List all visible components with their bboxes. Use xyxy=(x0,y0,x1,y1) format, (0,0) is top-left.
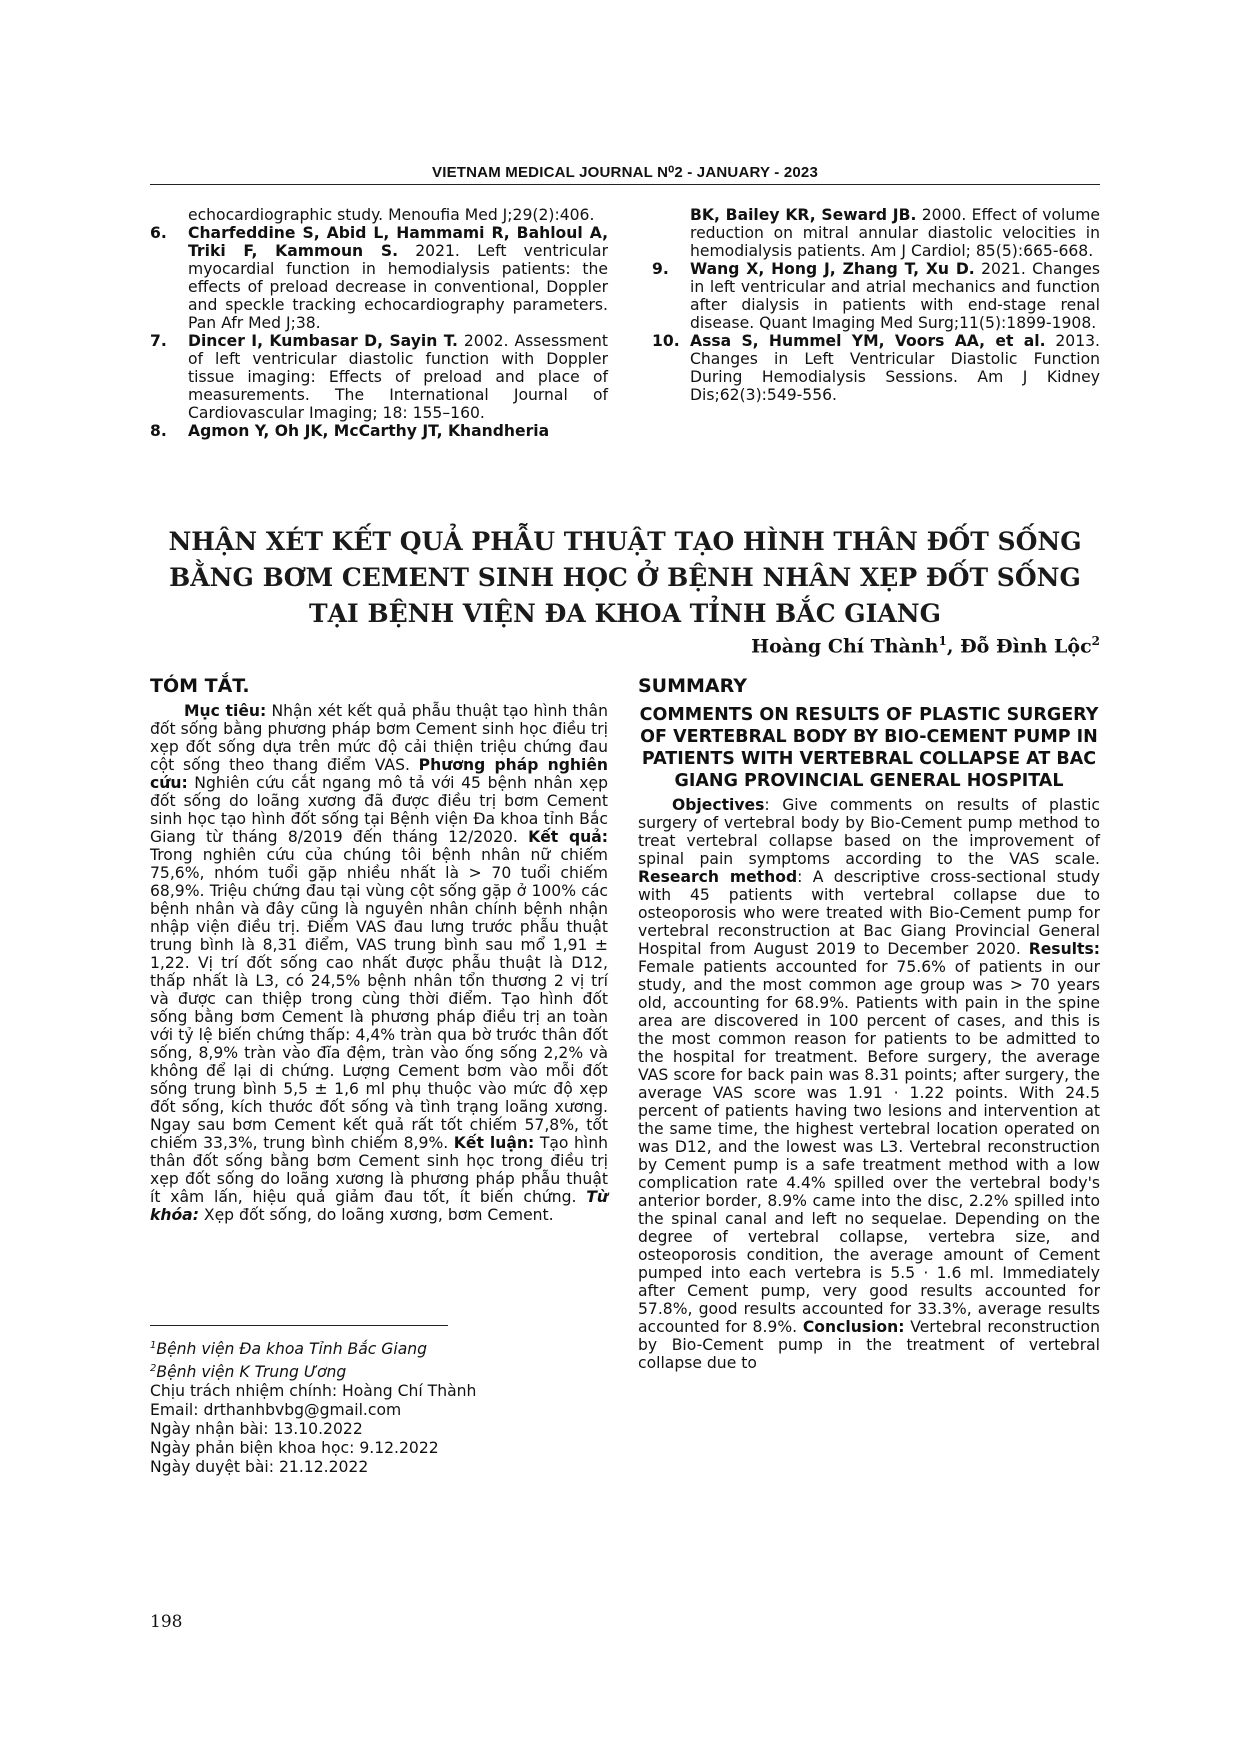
received-date: Ngày nhận bài: 13.10.2022 xyxy=(150,1420,363,1439)
reviewed-date: Ngày phản biện khoa học: 9.12.2022 xyxy=(150,1439,439,1458)
summary-body xyxy=(638,796,1100,1372)
method-label: Phương pháp nghiên cứu: xyxy=(150,756,608,792)
contact-email: Email: drthanhbvbg@gmail.com xyxy=(150,1401,402,1420)
objective-label: Mục tiêu: xyxy=(184,702,267,720)
reference-item xyxy=(150,224,608,332)
reference-item xyxy=(652,206,1100,260)
objective-text: : Give comments on results of plastic surgery of vertebral body by Bio-Cement pump method to treat vertebral collapse based on the improvement of spinal pain symptoms according to the VAS scale. xyxy=(638,796,1100,868)
results-text: Female patients accounted for 75.6% of patients in our study, and the most common age group was > 70 years old, accounting for 68.9%. Patients with pain in the spine area are discovered in 100 percent of cases, and this is the most common reason for patients to be admitted to the hospital for treatment. Before surgery, the average VAS score for back pain was 8.31 points; after surgery, the average VAS score was 1.91 · 1.22 points. With 24.5 percent of patients having two lesions and intervention at the same time, the highest vertebral location operated on was D12, and the lowest was L3. Vertebral reconstruction by Cement pump is a safe treatment method with a low complication rate 4.4% spilled over the vertebral body's anterior border, 8.9% came into the disc, 2.2% spilled into the spinal canal and left no sequelae. Depending on the degree of vertebral collapse, vertebra size, and osteoporosis condition, the average amount of Cement pumped into each vertebra is 5.5 · 1.6 ml. Immediately after Cement pump, very good results accounted for 57.8%, good results accounted for 33.3%, average results accounted for 8.9%. xyxy=(638,958,1100,1336)
reference-number: 6. xyxy=(150,224,167,242)
reference-number: 9. xyxy=(652,260,669,278)
reference-number: 7. xyxy=(150,332,167,350)
summary-heading: SUMMARY xyxy=(638,675,747,697)
author-affiliation-mark: 1 xyxy=(938,634,947,648)
footnotes xyxy=(150,1336,590,1477)
keywords-text: Xẹp đốt sống, do loãng xương, bơm Cement. xyxy=(198,1206,554,1224)
reference-text: 2021. Left ventricular myocardial function in hemodialysis patients: the effects of preload decrease in conventional, Doppler and speckle tracking echocardiography parameters. Pan Afr Med J;38. xyxy=(188,242,608,332)
results-text: Trong nghiên cứu của chúng tôi bệnh nhân nữ chiếm 75,6%, nhóm tuổi gặp nhiều nhất là > 70 tuổi chiếm 68,9%. Triệu chứng đau tại vùng cột sống gặp ở 100% các bệnh nhân và đây cũng là nguyên nhân chính bệnh nhận nhập viện điều trị. Điểm VAS đau lưng trước phẫu thuật trung bình là 8,31 điểm, VAS trung bình sau mổ 1,91 ± 1,22. Vị trí đốt sống cao nhất được phẫu thuật là D12, thấp nhất là L3, có 24,5% bệnh nhân tổn thương 2 vị trí và được can thiệp trong cùng thời điểm. Tạo hình đốt sống bằng bơm Cement là phương pháp điều trị an toàn với tỷ lệ biến chứng thấp: 4,4% tràn qua bờ trước thân đốt sống, 8,9% tràn vào đĩa đệm, tràn vào ống sống 2,2% và không để lại di chứng. Lượng Cement bơm vào mỗi đốt sống trung bình 5,5 ± 1,6 ml phụ thuộc vào mức độ xẹp đốt sống, kích thước đốt sống và tình trạng loãng xương. Ngay sau bơm Cement kết quả rất tốt chiếm 57,8%, tốt chiếm 33,3%, trung bình chiếm 8,9%. xyxy=(150,846,608,1152)
reference-number: 10. xyxy=(652,332,680,350)
conclusion-text: Tạo hình thân đốt sống bằng bơm Cement sinh học trong điều trị xẹp đốt sống do loãng xương là phương pháp phẫu thuật ít xâm lấn, hiệu quả giảm đau tốt, ít biến chứng. xyxy=(150,1134,608,1206)
running-head: VIETNAM MEDICAL JOURNAL N⁰2 - JANUARY - 2023 xyxy=(432,164,818,181)
reference-text: 2000. Effect of volume reduction on mitral annular diastolic velocities in hemodialysis patients. Am J Cardiol; 85(5):665-668. xyxy=(690,206,1100,260)
method-text: Nghiên cứu cắt ngang mô tả với 45 bệnh nhân xẹp đốt sống do loãng xương đã được điều trị bơm Cement sinh học tạo hình đốt sống tại Bệnh viện Đa khoa tỉnh Bắc Giang từ tháng 8/2019 đến tháng 12/2020. xyxy=(150,774,608,846)
results-label: Results: xyxy=(1028,940,1100,958)
abstract-heading: TÓM TẮT. xyxy=(150,675,250,697)
reference-authors: Assa S, Hummel YM, Voors AA, et al. xyxy=(690,332,1046,350)
conclusion-text: Vertebral reconstruction by Bio-Cement pump in the treatment of vertebral collapse due to xyxy=(638,1318,1100,1372)
objective-text: Nhận xét kết quả phẫu thuật tạo hình thân đốt sống bằng phương pháp bơm Cement sinh học điều trị xẹp đốt sống dựa trên mức độ cải thiện triệu chứng đau cột sống theo thang điểm VAS. xyxy=(150,702,608,774)
author-separator: , xyxy=(946,635,961,658)
method-label: Research method xyxy=(638,868,798,886)
method-text: : A descriptive cross-sectional study with 45 patients with vertebral collapse due to osteoporosis who were treated with Bio-Cement pump for vertebral reconstruction at Bac Giang Provincial General Hospital from August 2019 to December 2020. xyxy=(638,868,1100,958)
reference-authors: Agmon Y, Oh JK, McCarthy JT, Khandheria xyxy=(188,422,550,440)
reference-text: echocardiographic study. Menoufia Med J;29(2):406. xyxy=(188,206,595,224)
keywords-label: Từ khóa: xyxy=(150,1188,608,1224)
abstract-english xyxy=(638,674,1100,1372)
title-line: TẠI BỆNH VIỆN ĐA KHOA TỈNH BẮC GIANG xyxy=(309,599,941,628)
author-name: Đỗ Đình Lộc xyxy=(960,635,1092,658)
abstract-vietnamese xyxy=(150,674,608,1224)
article-title xyxy=(150,524,1100,632)
reference-text: 2002. Assessment of left ventricular diastolic function with Doppler tissue imaging: Effects of preload and place of measurements. The International Journal of Cardiovascular Imaging; 18: 155–160. xyxy=(188,332,608,422)
reference-item xyxy=(652,332,1100,404)
affiliation-mark: 1 xyxy=(150,1340,157,1351)
reference-item xyxy=(150,422,608,440)
reference-authors: BK, Bailey KR, Seward JB. xyxy=(690,206,917,224)
reference-item xyxy=(150,332,608,422)
author-affiliation-mark: 2 xyxy=(1091,634,1100,648)
footnote-rule xyxy=(150,1325,448,1326)
title-line: BẰNG BƠM CEMENT SINH HỌC Ở BỆNH NHÂN XẸP ĐỐT SỐNG xyxy=(169,563,1081,592)
results-label: Kết quả: xyxy=(528,828,608,846)
reference-number: 8. xyxy=(150,422,167,440)
affiliation-mark: 2 xyxy=(150,1363,157,1375)
reference-authors: Dincer I, Kumbasar D, Sayin T. xyxy=(188,332,458,350)
corresponding-author: Chịu trách nhiệm chính: Hoàng Chí Thành xyxy=(150,1382,477,1401)
reference-text: 2013. Changes in Left Ventricular Diastolic Function During Hemodialysis Sessions. Am J Kidney Dis;62(3):549-556. xyxy=(690,332,1100,404)
author-list xyxy=(751,634,1100,657)
reference-item xyxy=(652,260,1100,332)
affiliation-2 xyxy=(150,1359,590,1382)
reference-authors: Charfeddine S, Abid L, Hammami R, Bahloul A, Triki F, Kammoun S. xyxy=(188,224,608,260)
objective-label: Objectives xyxy=(672,796,765,814)
conclusion-label: Kết luận: xyxy=(453,1134,535,1152)
english-title: COMMENTS ON RESULTS OF PLASTIC SURGERY OF VERTEBRAL BODY BY BIO-CEMENT PUMP IN PATIENTS WITH VERTEBRAL COLLAPSE AT BAC GIANG PROVINCIAL GENERAL HOSPITAL xyxy=(639,705,1099,791)
page-number: 198 xyxy=(150,1612,183,1632)
reference-authors: Wang X, Hong J, Zhang T, Xu D. xyxy=(690,260,975,278)
title-line: NHẬN XÉT KẾT QUẢ PHẪU THUẬT TẠO HÌNH THÂN ĐỐT SỐNG xyxy=(168,527,1082,556)
affiliation-1 xyxy=(150,1336,590,1359)
affiliation-text: Bệnh viện K Trung Ương xyxy=(156,1363,347,1382)
affiliation-text: Bệnh viện Đa khoa Tỉnh Bắc Giang xyxy=(156,1340,428,1359)
accepted-date: Ngày duyệt bài: 21.12.2022 xyxy=(150,1458,369,1477)
author-name: Hoàng Chí Thành xyxy=(751,635,939,658)
header-rule xyxy=(150,184,1100,185)
references-right-column xyxy=(652,206,1100,404)
reference-item xyxy=(150,206,608,224)
references-left-column xyxy=(150,206,608,440)
reference-text: 2021. Changes in left ventricular and atrial mechanics and function after dialysis in patients with end-stage renal disease. Quant Imaging Med Surg;11(5):1899-1908. xyxy=(690,260,1100,332)
abstract-body xyxy=(150,702,608,1224)
conclusion-label: Conclusion: xyxy=(802,1318,905,1336)
